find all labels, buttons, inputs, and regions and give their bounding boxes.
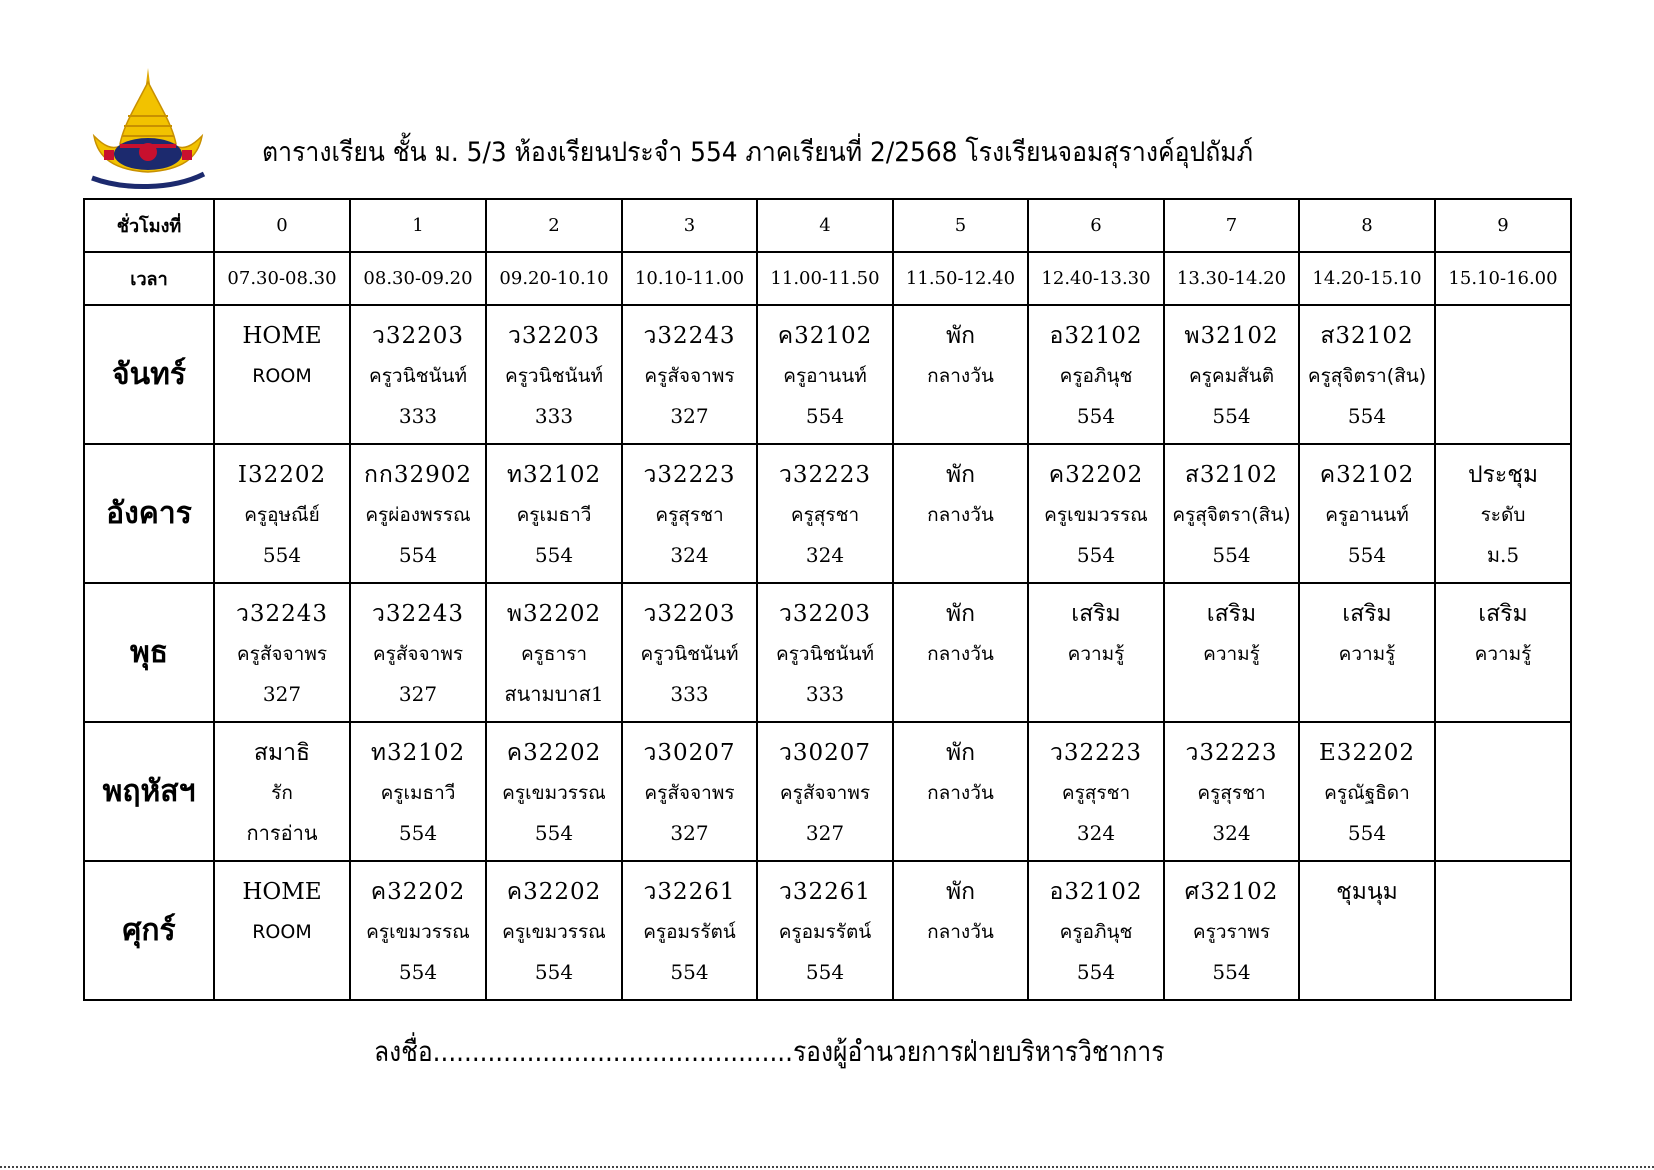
teacher-name: ครูสุรชา [655,504,724,526]
subject-code: ว32261 [643,879,736,905]
teacher-name: ครูวนิชนันท์ [776,643,874,665]
schedule-cell [893,861,1028,1000]
room-number: 333 [805,682,845,706]
teacher-name: ROOM [252,921,312,943]
time-range: 15.10-16.00 [1435,252,1571,305]
teacher-name: ครูวราพร [1192,921,1271,943]
room-number [894,674,1027,714]
time-range: 13.30-14.20 [1164,252,1299,305]
subject-code [1436,316,1570,356]
subject-code: ว32203 [371,323,465,349]
room-number [894,952,1027,992]
schedule-cell [1028,722,1164,861]
schedule-cell [1299,305,1435,444]
schedule-cell [622,305,757,444]
school-crest-icon [84,66,212,194]
subject-code: ว32203 [643,601,736,627]
room-number: 554 [1076,960,1116,984]
teacher-name: ครูวนิชนันท์ [369,365,467,387]
subject-code: ว32203 [507,323,601,349]
teacher-name: กลางวัน [927,643,994,665]
room-number [1300,674,1434,714]
room-number: 554 [1347,404,1387,428]
time-range: 07.30-08.30 [214,252,350,305]
schedule-cell [1435,861,1571,1000]
teacher-name: ครูเมธาวี [380,782,456,804]
teacher-name: กลางวัน [927,782,994,804]
schedule-cell [486,861,622,1000]
subject-code: ค32202 [370,879,466,905]
period-number: 8 [1299,199,1435,252]
subject-code: สมาธิ [253,740,311,766]
teacher-name: ครูเขมวรรณ [502,921,606,943]
room-number [894,396,1027,436]
subject-code [1436,872,1570,912]
subject-code: เสริม [1206,601,1257,627]
teacher-name: ครูอมรรัตน์ [643,921,736,943]
teacher-name [1300,912,1434,952]
schedule-cell [757,722,893,861]
schedule-cell [893,583,1028,722]
schedule-cell [350,861,486,1000]
room-number: 327 [805,821,845,845]
subject-code: ว32223 [1185,740,1278,766]
time-range: 12.40-13.30 [1028,252,1164,305]
period-header-label: ชั่วโมงที่ [84,199,214,252]
room-number [1300,952,1434,992]
subject-code: ประชุม [1467,462,1539,488]
period-number: 9 [1435,199,1571,252]
schedule-cell [1028,444,1164,583]
teacher-name: ครูสัจจาพร [779,782,871,804]
day-row [84,861,1571,1000]
schedule-cell [622,583,757,722]
schedule-cell [486,722,622,861]
schedule-cell [214,861,350,1000]
room-number: 333 [670,682,709,706]
subject-code: ว32223 [643,462,736,488]
subject-code: E32202 [1319,740,1415,766]
teacher-name: ครูสุรชา [790,504,860,526]
subject-code: พัก [945,601,976,627]
subject-code: ท32102 [370,740,466,766]
teacher-name: ครูเขมวรรณ [1044,504,1148,526]
subject-code: เสริม [1071,601,1121,627]
teacher-name: ครูสัจจาพร [236,643,328,665]
schedule-cell [214,722,350,861]
subject-code: อ32102 [1049,879,1143,905]
subject-code: ว32243 [371,601,465,627]
room-number: 333 [534,404,574,428]
room-number: 554 [398,821,438,845]
day-name: ศุกร์ [84,861,214,1000]
room-number: 554 [398,543,438,567]
subject-code: กก32902 [363,462,473,488]
subject-code: อ32102 [1049,323,1143,349]
period-number: 2 [486,199,622,252]
schedule-cell [214,305,350,444]
room-number: 554 [1347,821,1387,845]
room-number [1436,396,1570,436]
room-number: ม.5 [1486,543,1520,567]
period-number: 0 [214,199,350,252]
time-range: 14.20-15.10 [1299,252,1435,305]
subject-code: ว32223 [1049,740,1143,766]
subject-code: ว32223 [778,462,872,488]
day-name: จันทร์ [84,305,214,444]
teacher-name: ครูผ่องพรรณ [365,504,471,526]
teacher-name: ครูธารา [520,643,588,665]
schedule-cell [622,722,757,861]
period-number: 5 [893,199,1028,252]
subject-code: ท32102 [506,462,602,488]
schedule-cell [1164,722,1299,861]
schedule-cell [893,722,1028,861]
day-row [84,444,1571,583]
teacher-name: ครูสัจจาพร [372,643,464,665]
schedule-cell [1435,722,1571,861]
subject-code: HOME [242,323,322,349]
teacher-name: ระดับ [1480,504,1526,526]
room-number: 554 [805,960,845,984]
room-number: 554 [670,960,709,984]
room-number [1436,813,1570,853]
room-number [215,396,349,436]
period-header-row [84,199,1571,252]
teacher-name: ครูเมธาวี [516,504,592,526]
schedule-cell [757,305,893,444]
teacher-name [1436,356,1570,396]
schedule-cell [1435,444,1571,583]
room-number: การอ่าน [246,821,318,845]
teacher-name: ความรู้ [1474,643,1532,665]
period-number: 7 [1164,199,1299,252]
subject-code: เสริม [1342,601,1392,627]
room-number: 333 [398,404,438,428]
teacher-name: ครูอานนท์ [783,365,867,387]
teacher-name: ครูอานนท์ [1325,504,1409,526]
schedule-cell [1164,861,1299,1000]
room-number: 554 [398,960,438,984]
subject-code: ศ32102 [1184,879,1279,905]
teacher-name: ครูสุจิตรา(สิน) [1172,504,1291,526]
schedule-cell [1435,583,1571,722]
subject-code: พัก [945,879,976,905]
teacher-name: ROOM [252,365,312,387]
schedule-cell [1299,722,1435,861]
subject-code: ว32243 [235,601,329,627]
teacher-name: ครูคมสันติ [1188,365,1275,387]
period-number: 4 [757,199,893,252]
day-name: พุธ [84,583,214,722]
room-number: 554 [1076,404,1116,428]
time-range: 09.20-10.10 [486,252,622,305]
teacher-name: ครูวนิชนันท์ [505,365,603,387]
subject-code: ว30207 [643,740,736,766]
schedule-cell [350,722,486,861]
day-row [84,583,1571,722]
room-number: 554 [1212,404,1251,428]
subject-code: ว32243 [643,323,736,349]
schedule-cell [1299,444,1435,583]
room-number: 327 [262,682,302,706]
teacher-name: ครูสัจจาพร [644,365,735,387]
schedule-cell [214,583,350,722]
teacher-name [1436,912,1570,952]
subject-code: ค32202 [506,879,602,905]
room-number: 554 [1212,960,1251,984]
teacher-name: ความรู้ [1067,643,1125,665]
room-number: 327 [670,821,709,845]
schedule-cell [1299,583,1435,722]
subject-code: ว32261 [778,879,872,905]
subject-code: ว30207 [778,740,872,766]
teacher-name: กลางวัน [927,504,994,526]
subject-code: ส32102 [1184,462,1279,488]
signature-line: ลงชื่อ..............................................รองผู้อำนวยการฝ่ายบริหารวิชาการ [374,1035,1165,1068]
room-number [1029,674,1163,714]
schedule-cell [1028,583,1164,722]
subject-code [1436,733,1570,773]
subject-code: ค32102 [777,323,873,349]
teacher-name: ความรู้ [1203,643,1260,665]
teacher-name: ครูอภินุช [1059,921,1133,943]
room-number [894,535,1027,575]
room-number: 554 [262,543,302,567]
teacher-name: ครูสัจจาพร [644,782,735,804]
teacher-name: ครูอมรรัตน์ [778,921,872,943]
day-name: อังคาร [84,444,214,583]
teacher-name: กลางวัน [927,921,994,943]
room-number [1436,674,1570,714]
day-row [84,722,1571,861]
teacher-name: ครูสุรชา [1197,782,1266,804]
teacher-name: ครูเขมวรรณ [502,782,606,804]
subject-code: พัก [945,323,976,349]
room-number: 554 [534,543,574,567]
schedule-cell [1435,305,1571,444]
room-number [1436,952,1570,992]
room-number: สนามบาส1 [504,682,604,706]
teacher-name: ครูณัฐธิดา [1324,782,1410,804]
schedule-cell [350,583,486,722]
schedule-cell [893,305,1028,444]
time-range: 11.50-12.40 [893,252,1028,305]
teacher-name: ครูอุษณีย์ [244,504,320,526]
subject-code: ส32102 [1320,323,1414,349]
schedule-cell [893,444,1028,583]
schedule-cell [757,583,893,722]
teacher-name: ครูเขมวรรณ [366,921,470,943]
day-name: พฤหัสฯ [84,722,214,861]
schedule-cell [1028,305,1164,444]
room-number [894,813,1027,853]
schedule-cell [214,444,350,583]
schedule-cell [1164,583,1299,722]
subject-code: พัก [945,740,976,766]
room-number: 554 [534,821,574,845]
schedule-cell [1028,861,1164,1000]
subject-code: ค32102 [1319,462,1415,488]
room-number: 324 [670,543,709,567]
schedule-cell [622,861,757,1000]
subject-code: พ32102 [1184,323,1279,349]
page-bottom-divider [0,1166,1654,1170]
room-number: 554 [1212,543,1251,567]
teacher-name [1436,773,1570,813]
teacher-name: ครูอภินุช [1059,365,1133,387]
schedule-cell [486,305,622,444]
subject-code: ค32202 [1048,462,1144,488]
room-number [1165,674,1298,714]
room-number: 324 [1212,821,1251,845]
schedule-cell [1299,861,1435,1000]
teacher-name: ความรู้ [1338,643,1396,665]
subject-code: ชุมนุม [1336,879,1398,905]
subject-code: เสริม [1478,601,1528,627]
time-range: 08.30-09.20 [350,252,486,305]
schedule-cell [350,305,486,444]
room-number: 554 [1347,543,1387,567]
schedule-cell [1164,305,1299,444]
time-header-label: เวลา [84,252,214,305]
time-header-row [84,252,1571,305]
schedule-cell [757,444,893,583]
room-number: 554 [534,960,574,984]
schedule-cell [757,861,893,1000]
period-number: 6 [1028,199,1164,252]
day-row [84,305,1571,444]
room-number: 554 [805,404,845,428]
subject-code: HOME [242,879,322,905]
schedule-cell [486,583,622,722]
subject-code: I32202 [237,462,327,488]
teacher-name: รัก [271,782,293,804]
period-number: 3 [622,199,757,252]
subject-code: พัก [945,462,976,488]
teacher-name: ครูสุจิตรา(สิน) [1307,365,1427,387]
teacher-name: ครูสุรชา [1061,782,1131,804]
period-number: 1 [350,199,486,252]
schedule-cell [350,444,486,583]
room-number: 327 [398,682,438,706]
schedule-cell [622,444,757,583]
timetable [83,198,1572,1001]
schedule-cell [486,444,622,583]
page-title: ตารางเรียน ชั้น ม. 5/3 ห้องเรียนประจำ 554 ภาคเรียนที่ 2/2568 โรงเรียนจอมสุรางค์อุปถัมภ์ [262,137,1254,168]
subject-code: ค32202 [506,740,602,766]
teacher-name: ครูวนิชนันท์ [640,643,739,665]
time-range: 11.00-11.50 [757,252,893,305]
room-number: 554 [1076,543,1116,567]
room-number: 324 [805,543,845,567]
teacher-name: กลางวัน [927,365,994,387]
room-number: 327 [670,404,709,428]
room-number [215,952,349,992]
schedule-cell [1164,444,1299,583]
room-number: 324 [1076,821,1116,845]
subject-code: พ32202 [506,601,602,627]
subject-code: ว32203 [778,601,872,627]
time-range: 10.10-11.00 [622,252,757,305]
